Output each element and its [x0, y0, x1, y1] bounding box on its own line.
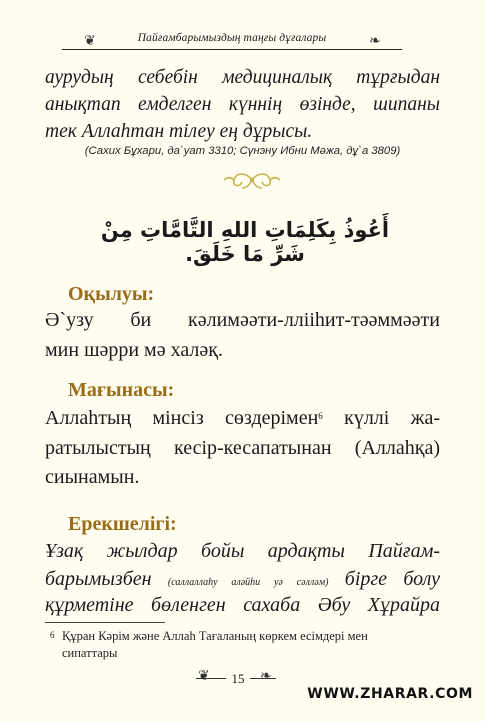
feature-heading: Ерекшелігі:	[68, 513, 177, 535]
arabic-dua: أَعُوذُ بِكَلِمَاتِ اللهِ التَّامَّاتِ مِنْ شَرِّ مَا خَلَقَ.	[100, 218, 390, 266]
header-ornament-left-icon: ❦	[84, 34, 96, 49]
feature-line-2-start: барымызбен	[45, 568, 152, 590]
feature-line-1: Ұзақ жылдар бойы ардақты Пайғам-	[45, 540, 440, 562]
header-ornament-right-icon: ❧	[369, 34, 381, 49]
ornamental-divider-icon	[222, 168, 282, 192]
intro-line-2: анықтап емделген күннің өзінде, шипаны	[45, 94, 440, 115]
watermark: WWW.ZHARAR.COM	[307, 686, 473, 702]
running-header	[62, 31, 402, 50]
page-number: 15	[226, 671, 250, 687]
running-header-title: Пайғамбарымыздың таңғы дұғалары	[137, 32, 327, 44]
feature-line-3: құрметіне бөленген сахаба Әбу Хұрайра	[45, 594, 440, 616]
citation: (Сахих Бұхари, да`уат 3310; Сүнэну Ибни Мәжа, дұ`а 3809)	[84, 145, 401, 157]
salawat-phrase: (саллаллаһу аләйһи уә сәлләм)	[167, 577, 329, 588]
footnote	[50, 628, 422, 662]
intro-line-3: тек Аллаһтан тілеу ең дұрысы.	[45, 121, 313, 142]
meaning-line-2: ратылыстың кесір-кесапатынан (Аллаһқа)	[45, 437, 440, 459]
reading-heading: Оқылуы:	[68, 283, 155, 305]
footnote-rule	[45, 622, 165, 623]
meaning-text-part-2: күллі жа-	[322, 407, 440, 429]
feature-line-2-end: бірге болу	[344, 568, 441, 590]
intro-line-1: аурудың себебін медициналық тұрғыдан	[45, 67, 440, 88]
meaning-line-3: сиынамын.	[45, 466, 140, 488]
meaning-line-1	[45, 403, 440, 433]
footer-ornament-left-icon: ❦	[198, 669, 210, 684]
meaning-text-part-1: Аллаһтың мінсіз сөздерімен	[45, 407, 319, 429]
reading-line-2: мин шәрри мә халәқ.	[45, 339, 223, 361]
footnote-mark: 6	[50, 630, 55, 640]
footer-ornament-right-icon: ❧	[260, 669, 272, 684]
meaning-heading: Мағынасы:	[68, 379, 175, 401]
footnote-text: Құран Кәрім және Аллаһ Тағаланың көркем есімдері мен сипаттары	[62, 629, 368, 660]
reading-line-1: Ә`узу би кәлимәәти-ллііһит-тәәммәәти	[45, 309, 440, 331]
footnote-reference: 6	[318, 411, 323, 421]
